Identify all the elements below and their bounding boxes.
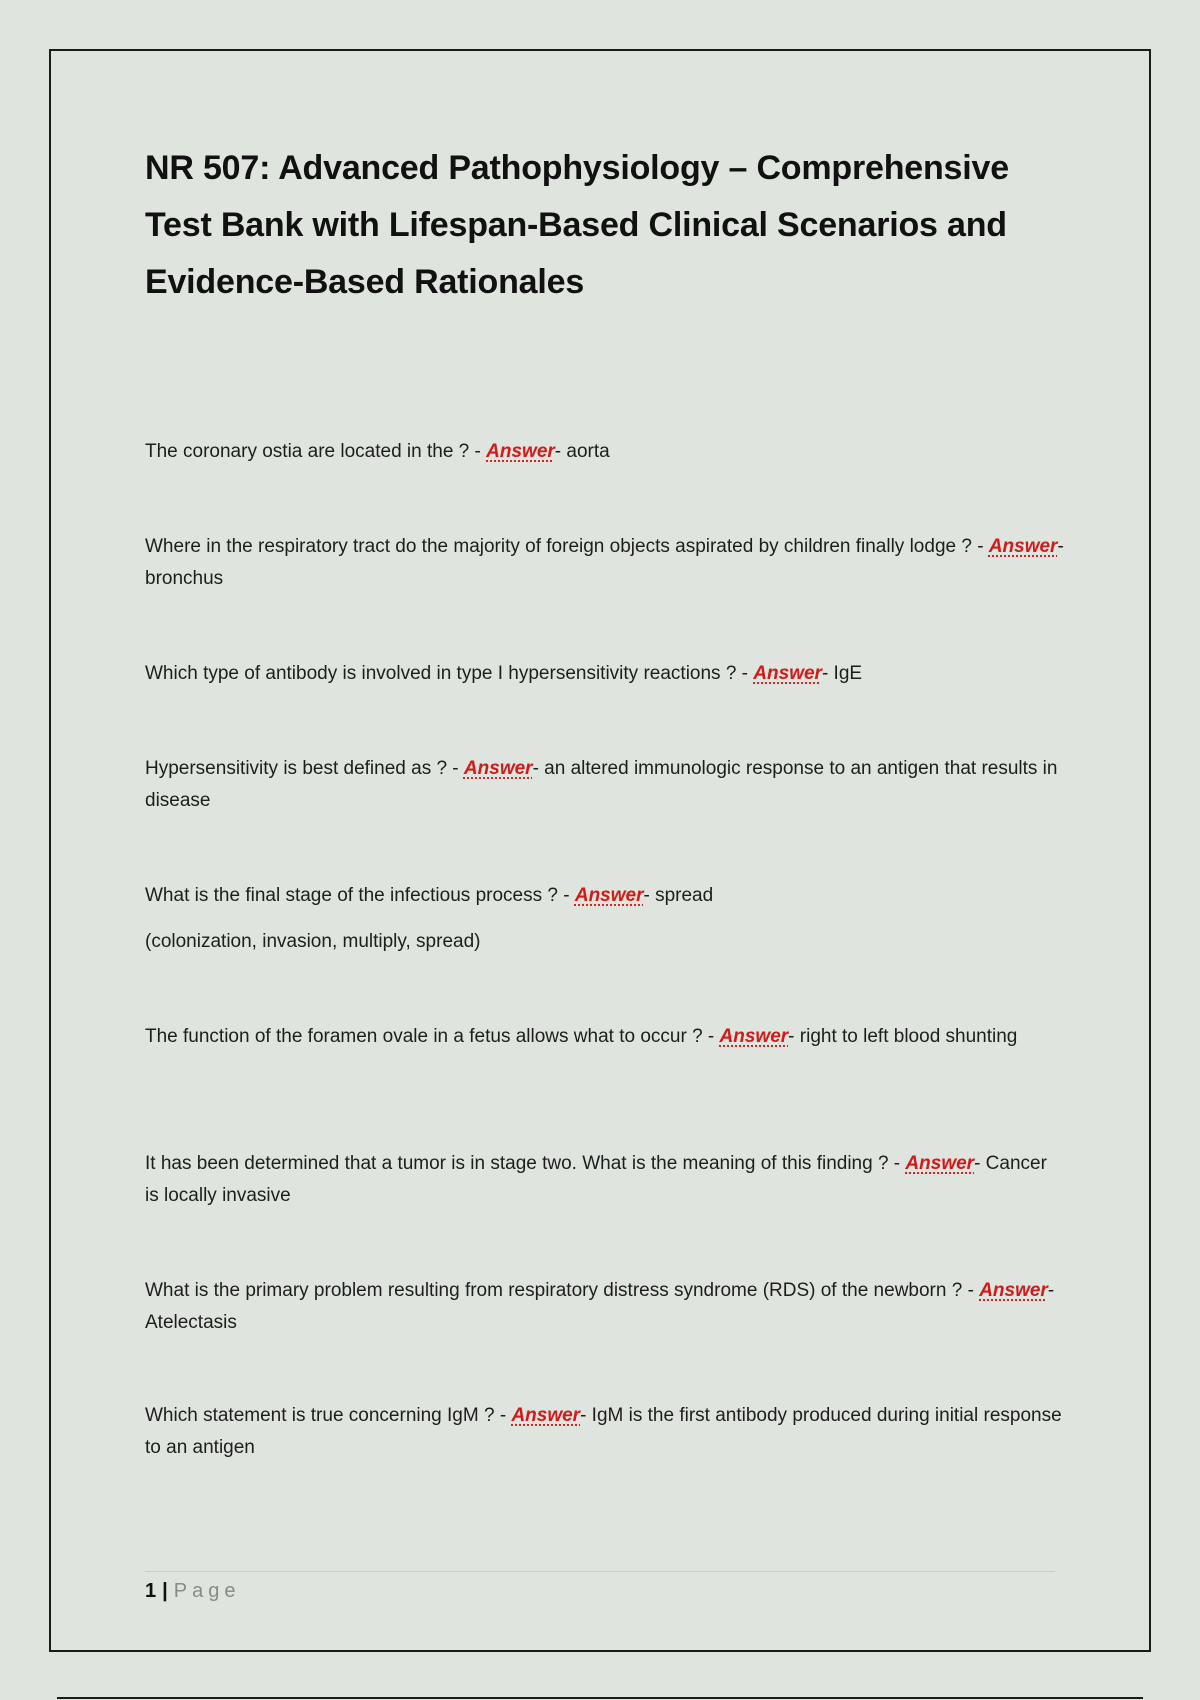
question-text: The coronary ostia are located in the ? - — [145, 441, 487, 462]
answer-text: - IgM is the first antibody produced during initial response to an antigen — [145, 1405, 1062, 1458]
question-text: Which type of antibody is involved in type I hypersensitivity reactions ? - — [145, 663, 754, 684]
question-item — [145, 1275, 1065, 1339]
question-item — [145, 1400, 1065, 1464]
answer-text: - Atelectasis — [145, 1280, 1055, 1333]
answer-text: - right to left blood shunting — [788, 1026, 1018, 1047]
page-separator: | — [162, 1580, 168, 1602]
footer-divider — [145, 1571, 1055, 1572]
question-item — [145, 1148, 1065, 1212]
question-text: Where in the respiratory tract do the majority of foreign objects aspirated by children finally lodge ? - — [145, 536, 989, 557]
document-title: NR 507: Advanced Pathophysiology – Comprehensive Test Bank with Lifespan-Based Clinical Scenarios and Evidence-Based Rationales — [145, 149, 1009, 301]
answer-text: - IgE — [821, 663, 863, 684]
question-item — [145, 436, 1065, 468]
answer-text: - an altered immunologic response to an antigen that results in disease — [145, 758, 1058, 811]
question-text: The function of the foramen ovale in a fetus allows what to occur ? - — [145, 1026, 720, 1047]
answer-label: Answer — [988, 536, 1058, 557]
page-footer — [145, 1576, 240, 1606]
question-item — [145, 880, 1065, 912]
answer-label: Answer — [463, 758, 533, 779]
answer-note: (colonization, invasion, multiply, spread) — [145, 931, 481, 952]
page-word: Page — [173, 1580, 241, 1602]
question-text: What is the primary problem resulting from respiratory distress syndrome (RDS) of the newborn ? - — [145, 1280, 980, 1301]
question-item — [145, 1021, 1065, 1053]
answer-text: - aorta — [554, 441, 610, 462]
answer-label: Answer — [574, 885, 644, 906]
answer-label: Answer — [511, 1405, 581, 1426]
answer-label: Answer — [753, 663, 822, 684]
question-item — [145, 753, 1065, 817]
question-item — [145, 531, 1065, 595]
answer-text: - spread — [643, 885, 714, 906]
answer-text: - Cancer is locally invasive — [145, 1153, 1047, 1206]
answer-text: - bronchus — [145, 536, 1064, 589]
page-number: 1 — [145, 1580, 157, 1602]
question-item — [145, 658, 1065, 690]
answer-label: Answer — [905, 1153, 975, 1174]
next-page-edge — [57, 1697, 1143, 1699]
question-text: Hypersensitivity is best defined as ? - — [145, 758, 464, 779]
answer-label: Answer — [719, 1026, 789, 1047]
answer-label: Answer — [979, 1280, 1048, 1301]
question-text: What is the final stage of the infectious process ? - — [145, 885, 575, 906]
question-text: It has been determined that a tumor is in stage two. What is the meaning of this finding ? - — [145, 1153, 906, 1174]
answer-label: Answer — [486, 441, 555, 462]
question-text: Which statement is true concerning IgM ? - — [145, 1405, 512, 1426]
